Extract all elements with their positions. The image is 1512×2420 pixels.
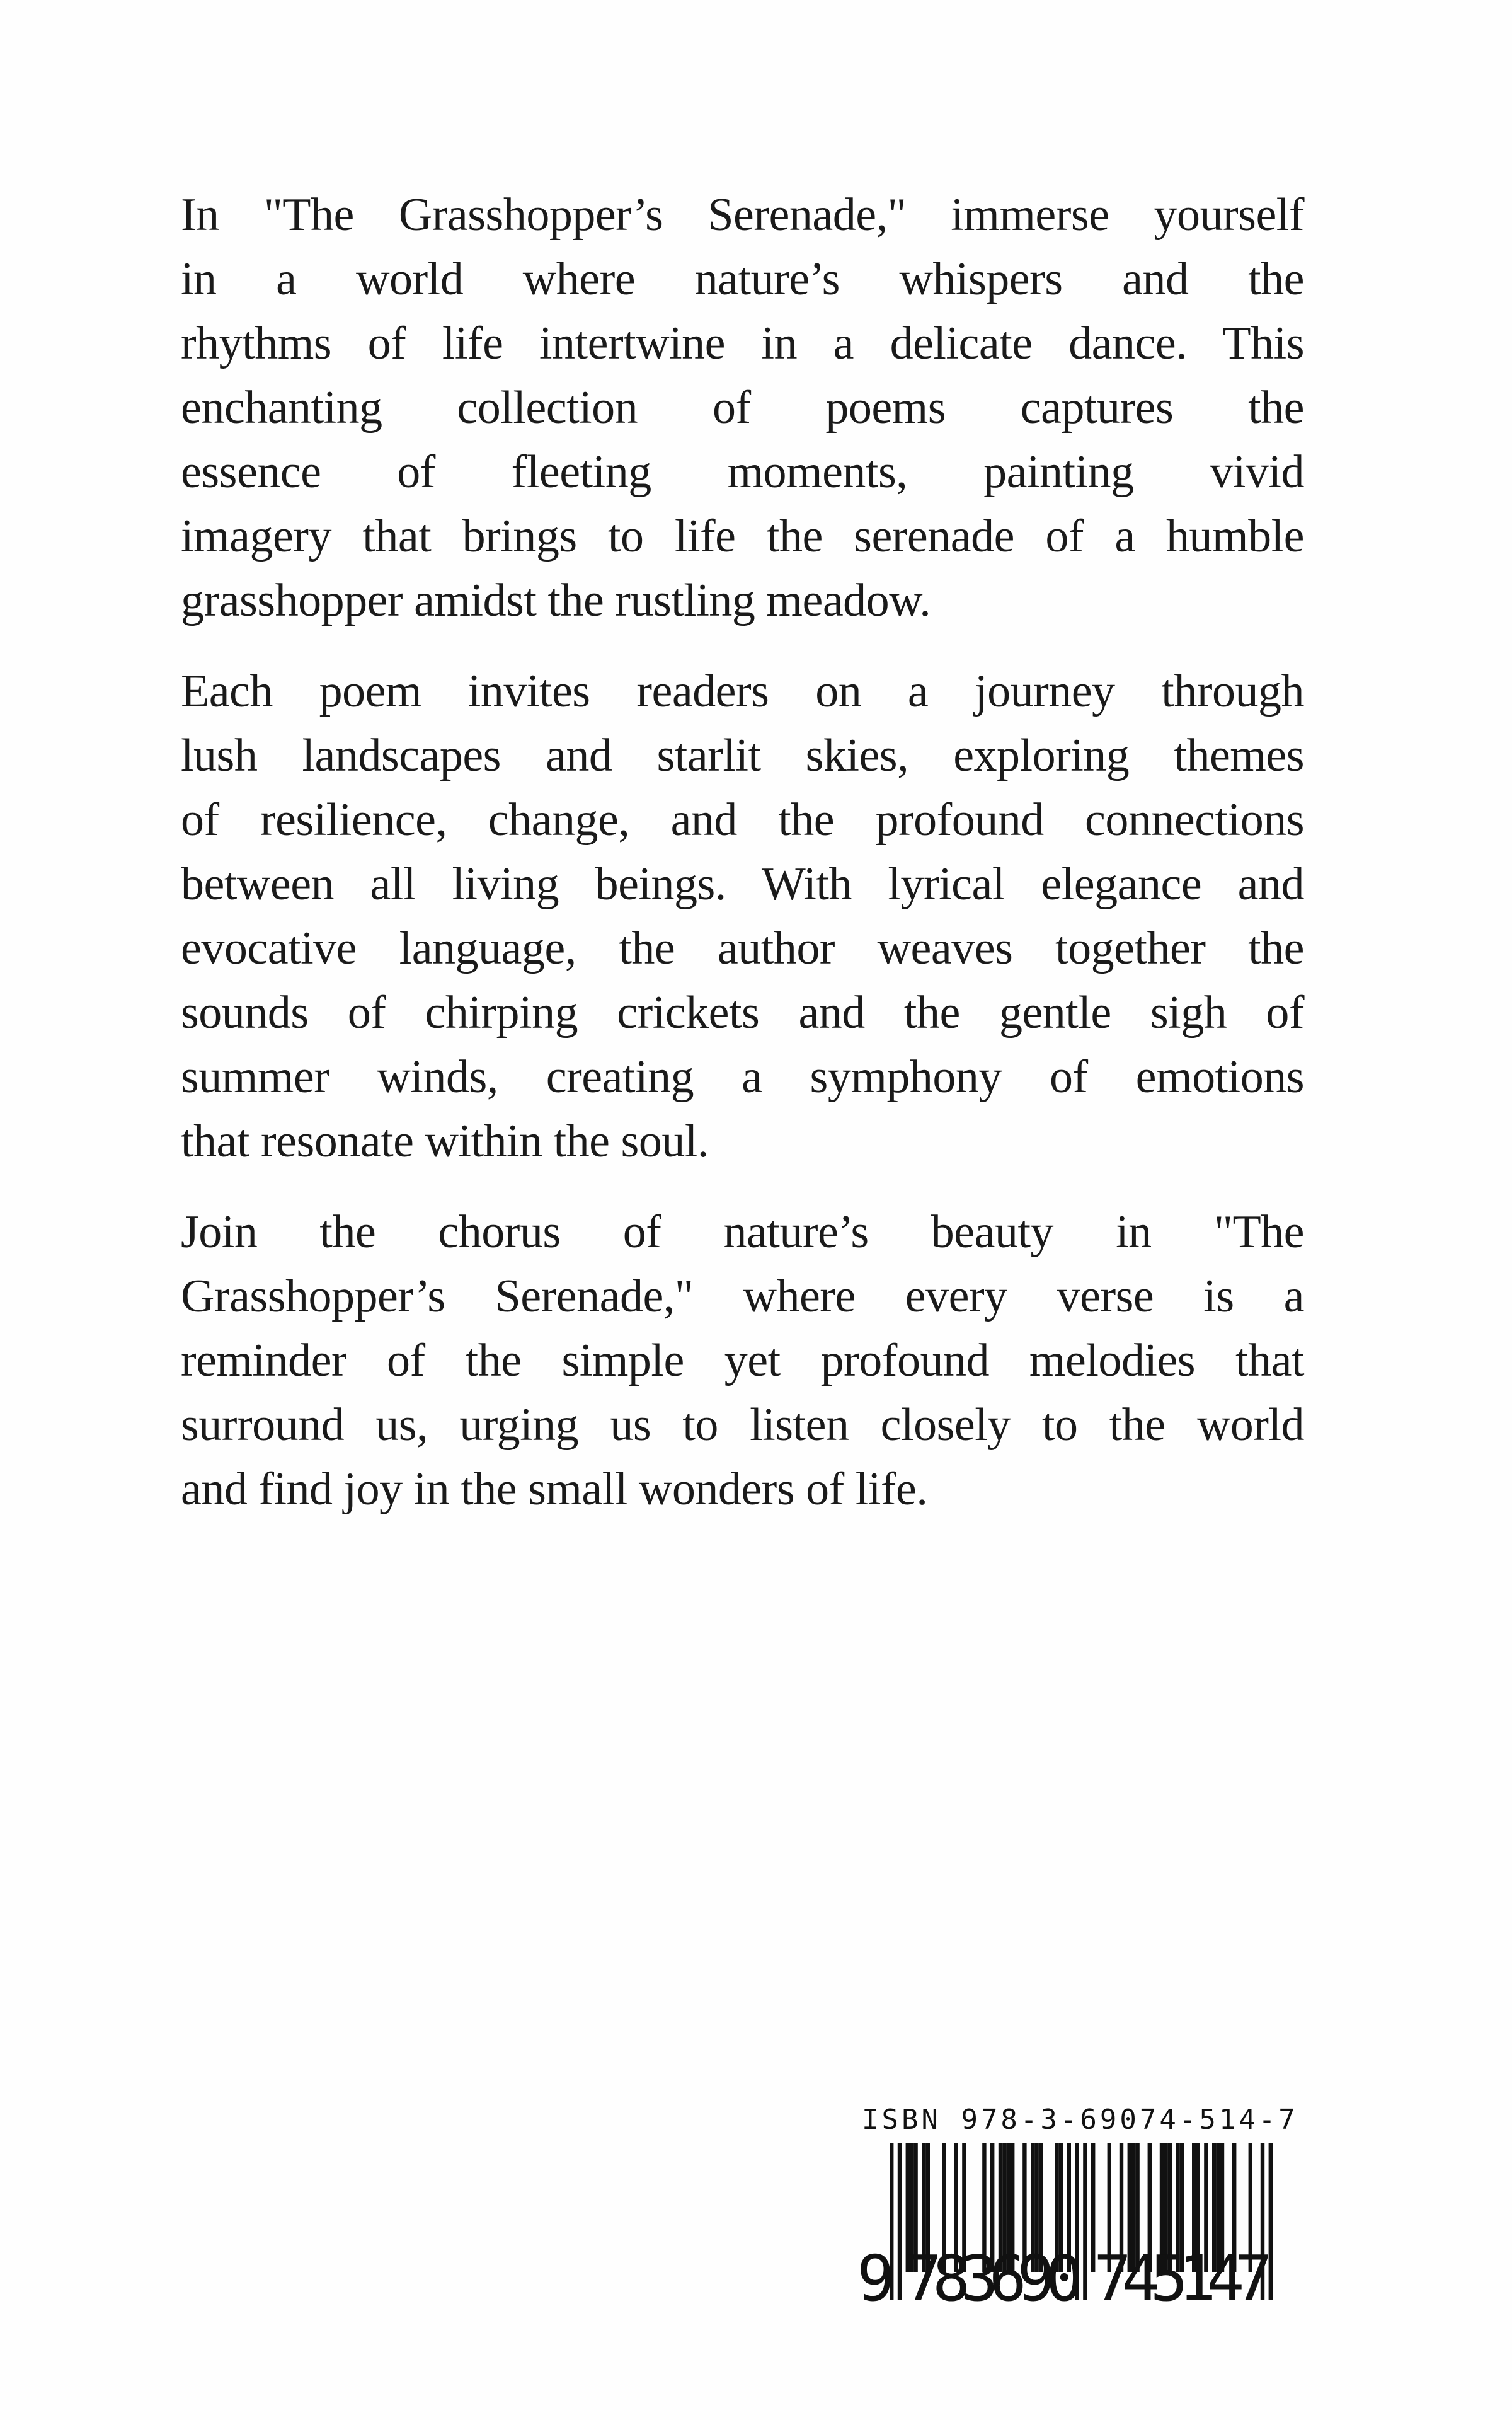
text-line: in a world where nature’s whispers and the — [181, 253, 1304, 305]
text-line: enchanting collection of poems captures the — [181, 382, 1304, 434]
isbn-label: ISBN 978-3-69074-514-7 — [862, 2104, 1298, 2136]
barcode-digit: 4 — [1206, 2242, 1245, 2307]
paragraph — [181, 659, 1304, 1173]
barcode-digit: 4 — [1121, 2242, 1160, 2307]
text-line: of resilience, change, and the profound connections — [181, 794, 1304, 846]
text-line: sounds of chirping crickets and the gentle sigh of — [181, 987, 1304, 1039]
text-line: imagery that brings to life the serenade of a humble — [181, 510, 1304, 562]
barcode-digit: 9 — [1017, 2242, 1055, 2307]
text-line: lush landscapes and starlit skies, exploring themes — [181, 730, 1304, 781]
text-line: Each poem invites readers on a journey through — [181, 666, 1304, 717]
barcode-digit: 7 — [1235, 2242, 1273, 2307]
text-line: rhythms of life intertwine in a delicate dance. This — [181, 318, 1304, 369]
barcode — [857, 2143, 1310, 2307]
text-line: and find joy in the small wonders of life. — [181, 1463, 928, 1515]
barcode-digit: 8 — [932, 2242, 971, 2307]
text-line: grasshopper amidst the rustling meadow. — [181, 575, 931, 626]
text-line: In "The Grasshopper’s Serenade," immerse yourself — [181, 189, 1304, 241]
paragraph — [181, 1200, 1304, 1521]
paragraph — [181, 183, 1304, 633]
barcode-bar — [898, 2143, 902, 2300]
text-line: Join the chorus of nature’s beauty in "The — [181, 1206, 1304, 1258]
text-line: between all living beings. With lyrical elegance and — [181, 858, 1304, 910]
barcode-digit: 7 — [1094, 2242, 1132, 2307]
text-line: reminder of the simple yet profound melodies that — [181, 1335, 1304, 1386]
text-line: summer winds, creating a symphony of emotions — [181, 1051, 1304, 1103]
barcode-digit: 1 — [1178, 2242, 1217, 2307]
barcode-bar — [1083, 2143, 1087, 2300]
barcode-digit: 3 — [960, 2242, 999, 2307]
text-line: Grasshopper’s Serenade," where every verse is a — [181, 1270, 1304, 1322]
text-line: surround us, urging us to listen closely to the world — [181, 1399, 1304, 1451]
barcode-digit: 9 — [857, 2242, 895, 2307]
barcode-digit: 7 — [904, 2242, 942, 2307]
text-line: that resonate within the soul. — [181, 1115, 709, 1167]
text-line: evocative language, the author weaves together the — [181, 923, 1304, 974]
blurb-text — [181, 183, 1304, 1548]
text-line: essence of fleeting moments, painting vivid — [181, 446, 1304, 498]
barcode-digit: 0 — [1045, 2242, 1084, 2307]
barcode-digit: 6 — [988, 2242, 1027, 2307]
barcode-digit: 5 — [1150, 2242, 1188, 2307]
